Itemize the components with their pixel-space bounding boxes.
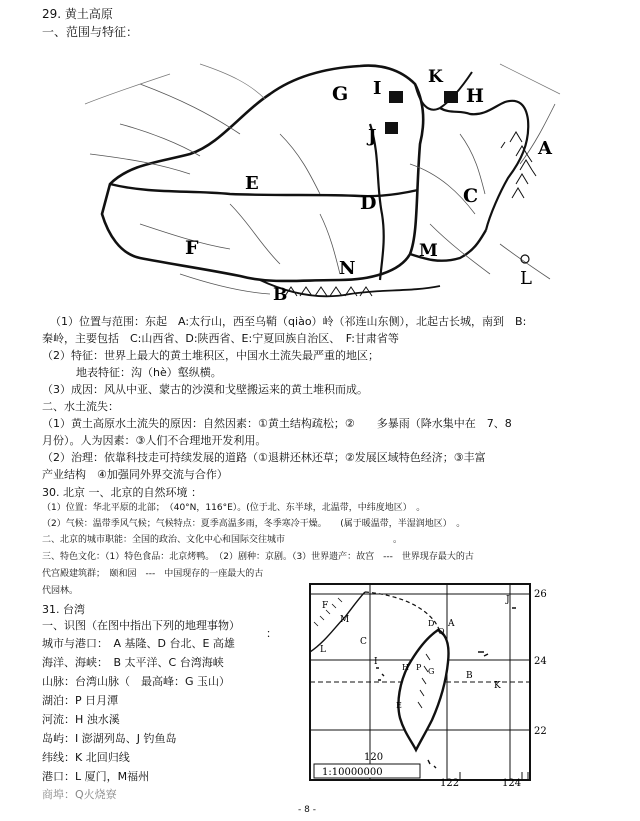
s30-line6: 代园林。 — [42, 586, 79, 596]
s31-row-5: 河流：H 浊水溪 — [42, 713, 120, 726]
s31-colon: ： — [266, 627, 277, 640]
loess-map-label-H: H — [466, 85, 484, 107]
loess-map-label-N: N — [339, 258, 356, 279]
s31-row-2: 海洋、海峡： B 太平洋、C 台湾海峡 — [42, 656, 224, 669]
taiwan-map-label-Q: Q — [438, 627, 445, 636]
s29-q1-line1: （1）黄土高原水土流失的原因：自然因素：①黄土结构疏松；② 多暴雨（降水集中在 7、8 — [42, 417, 512, 430]
s29-p2-line1: （2）特征：世界上最大的黄土堆积区，中国水土流失最严重的地区； — [42, 349, 379, 362]
taiwan-map-label-B: B — [466, 671, 473, 681]
s29-p3: （3）成因：风从中亚、蒙古的沙漠和戈壁搬运来的黄土堆积而成。 — [42, 383, 368, 396]
taiwan-map-lon-122: 122 — [440, 778, 460, 788]
section-29-title: 29. 黄土高原 — [42, 7, 113, 21]
loess-map-label-J: J — [368, 126, 377, 147]
taiwan-map-lon-120: 120 — [364, 752, 384, 763]
taiwan-map-label-A: A — [448, 619, 455, 629]
loess-map-label-A: A — [538, 138, 552, 159]
taiwan-map-label-I: I — [374, 657, 378, 667]
loess-plateau-map — [80, 44, 570, 312]
taiwan-map-label-G: G — [428, 667, 435, 676]
s30-line1: （1）位置：华北平原的北部； （40°N，116°E）。(位于北、东半球，北温带，中纬度地区） 。 — [42, 503, 426, 513]
taiwan-map — [300, 582, 556, 788]
loess-map-label-B: B — [273, 285, 288, 305]
s30-line2: （2）气候：温带季风气候；气候特点：夏季高温多雨，冬季寒冷干燥。 (属于暖温带，半湿润地区） 。 — [42, 519, 466, 529]
s29-heading-2: 二、水土流失： — [42, 400, 119, 413]
s29-q2-line1: （2）治理：依靠科技走可持续发展的道路（①退耕还林还草；②发展区域特色经济；③丰富 — [42, 451, 486, 464]
taiwan-map-label-C: C — [360, 637, 367, 647]
taiwan-map-lat-24: 24 — [534, 656, 547, 667]
s31-row-9: 商埠：Q火烧寮 — [42, 788, 117, 801]
loess-map-label-I: I — [373, 78, 382, 99]
s31-row-4: 湖泊：P 日月潭 — [42, 694, 119, 707]
loess-map-label-K: K — [428, 67, 443, 87]
s31-row-1: 城市与港口： A 基隆、D 台北、E 高雄 — [42, 637, 235, 650]
taiwan-map-label-K: K — [494, 681, 501, 691]
loess-map-label-G: G — [332, 83, 349, 105]
loess-map-label-C: C — [463, 185, 479, 207]
page-number: - 8 - — [298, 805, 316, 815]
loess-map-label-M: M — [419, 241, 438, 261]
taiwan-map-lat-26: 26 — [534, 589, 547, 600]
loess-map-label-D: D — [360, 192, 377, 214]
taiwan-map-label-E: E — [396, 701, 402, 710]
s29-q1-line2: 月份）。人为因素：③人们不合理地开发利用。 — [42, 434, 267, 447]
loess-map-label-E: E — [245, 173, 259, 194]
s29-q2-line2: 产业结构 ④加强同外界交流与合作） — [42, 468, 228, 481]
s29-p2-line2: 地表特征：沟（hè）壑纵横。 — [76, 366, 222, 379]
s31-heading-1: 一、识图（在图中指出下列的地理事物） — [42, 619, 240, 632]
taiwan-map-label-L: L — [320, 645, 326, 655]
s29-p1-line2: 秦岭，主要包括 C:山西省、D:陕西省、E:宁夏回族自治区、 F:甘肃省等 — [42, 332, 399, 345]
taiwan-map-label-F: F — [322, 601, 329, 611]
section-31-title: 31. 台湾 — [42, 603, 85, 616]
s30-line4: 三、特色文化：（1）特色食品：北京烤鸭。 （2）剧种：京剧。（3）世界遗产：故宫 --- 世界现存最大的古 — [42, 552, 474, 562]
taiwan-map-scale: 1:10000000 — [322, 767, 383, 778]
loess-map-label-L: L — [520, 268, 532, 289]
s31-row-8: 港口：L 厦门，M福州 — [42, 770, 150, 783]
s31-row-3: 山脉：台湾山脉（ 最高峰：G 玉山） — [42, 675, 231, 688]
loess-map-label-F: F — [185, 237, 199, 259]
s30-line5: 代宫殿建筑群； 颐和园 --- 中国现存的一座最大的古 — [42, 569, 264, 579]
s31-row-6: 岛屿：I 澎湖列岛、J 钓鱼岛 — [42, 732, 177, 745]
taiwan-map-label-D: D — [428, 619, 435, 628]
taiwan-map-lon-124: 124 — [502, 778, 522, 788]
taiwan-map-label-J: J — [506, 595, 510, 605]
taiwan-map-label-H: H — [402, 663, 409, 672]
s31-row-7: 纬线：K 北回归线 — [42, 751, 130, 764]
s29-p1-line1: （1）位置与范围：东起 A:太行山，西至乌鞘（qiào）岭（祁连山东侧），北起古长城，南到 B: — [50, 315, 527, 328]
taiwan-map-label-P: P — [416, 663, 422, 672]
taiwan-map-label-M: M — [340, 615, 350, 625]
s30-line3: 二、北京的城市职能：全国的政治、文化中心和国际交往城市 。 — [42, 535, 403, 545]
taiwan-map-lat-22: 22 — [534, 726, 547, 737]
section-30-title: 30. 北京 一、北京的自然环境 ： — [42, 486, 202, 499]
section-29-heading-1: 一、范围与特征： — [42, 25, 139, 39]
